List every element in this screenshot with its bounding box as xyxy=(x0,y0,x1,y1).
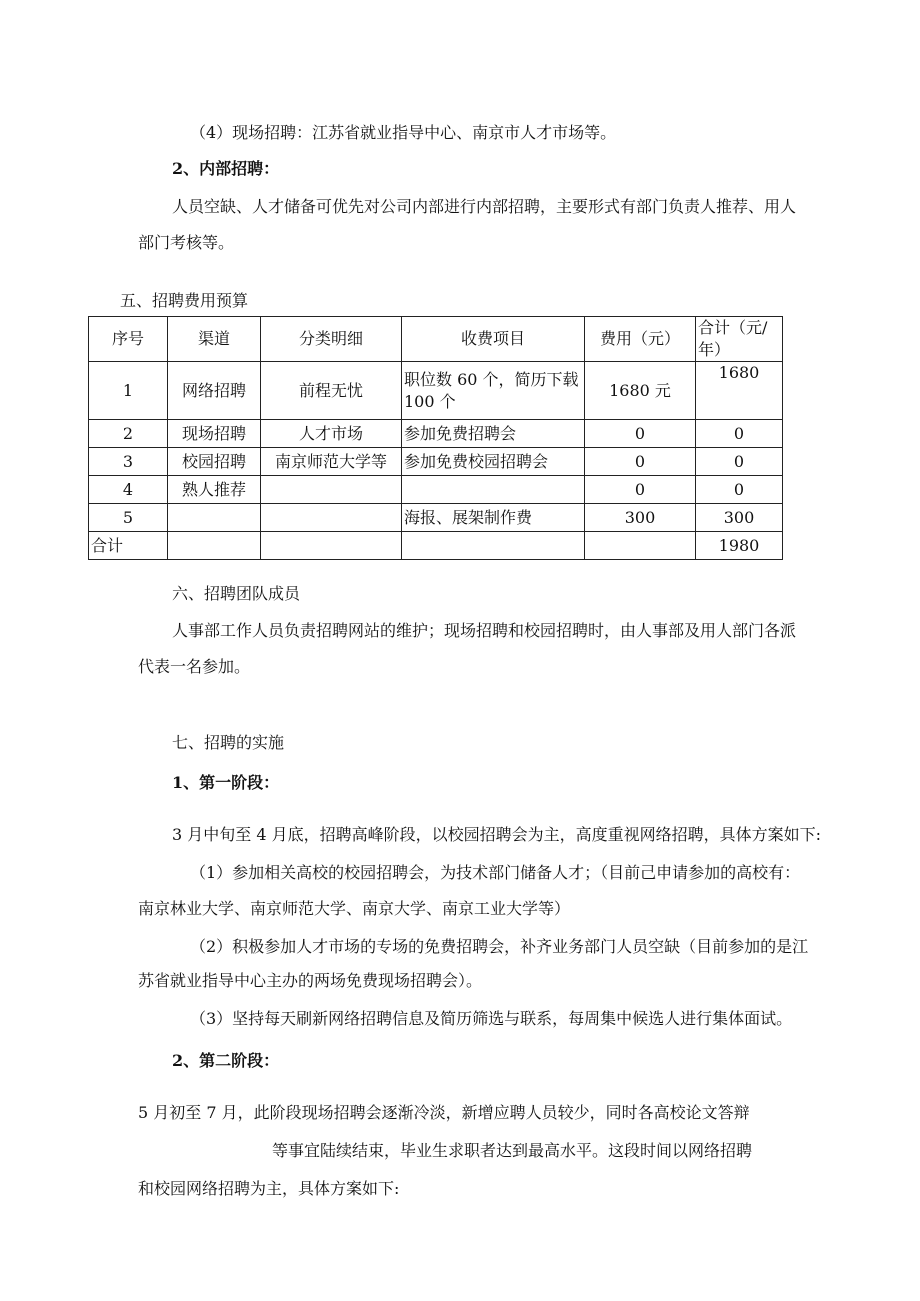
cell-empty xyxy=(402,532,585,560)
table-row xyxy=(89,448,783,476)
cell-item: 职位数 60 个，简历下载 100 个 xyxy=(402,362,585,420)
cell-fee: 0 xyxy=(585,448,696,476)
cell-sum-total: 1980 xyxy=(696,532,783,560)
table-row xyxy=(89,504,783,532)
table-row xyxy=(89,362,783,420)
internal-recruiting-para-line2: 部门考核等。 xyxy=(138,233,235,252)
cell-empty xyxy=(168,532,261,560)
cell-detail: 南京师范大学等 xyxy=(261,448,402,476)
internal-recruiting-para-line1: 人员空缺、人才储备可优先对公司内部进行内部招聘，主要形式有部门负责人推荐、用人 xyxy=(172,197,797,216)
stage-1-item-1-line2: 南京林业大学、南京师范大学、南京大学、南京工业大学等） xyxy=(138,899,571,918)
stage-1-item-3: （3）坚持每天刷新网络招聘信息及简历筛选与联系，每周集中候选人进行集体面试。 xyxy=(190,1009,793,1028)
cell-channel: 熟人推荐 xyxy=(168,476,261,504)
cell-channel xyxy=(168,504,261,532)
heading-stage-2: 2、第二阶段： xyxy=(172,1051,280,1070)
stage-1-intro: 3 月中旬至 4 月底，招聘高峰阶段，以校园招聘会为主，高度重视网络招聘，具体方案如下: xyxy=(172,825,822,844)
cell-empty xyxy=(585,532,696,560)
table-row xyxy=(89,476,783,504)
cell-no: 1 xyxy=(89,362,168,420)
cell-item: 参加免费招聘会 xyxy=(402,420,585,448)
section-title-implementation: 七、招聘的实施 xyxy=(172,733,285,752)
cell-no: 2 xyxy=(89,420,168,448)
stage-2-line3: 和校园网络招聘为主，具体方案如下: xyxy=(138,1179,400,1198)
cell-fee: 0 xyxy=(585,420,696,448)
cell-detail xyxy=(261,504,402,532)
stage-2-line2: 等事宜陆续结束，毕业生求职者达到最高水平。这段时间以网络招聘 xyxy=(272,1141,753,1160)
cell-item: 参加免费校园招聘会 xyxy=(402,448,585,476)
header-cell-fee: 费用（元） xyxy=(585,317,696,362)
cell-total: 300 xyxy=(696,504,783,532)
header-cell-total: 合计（元/年） xyxy=(696,317,783,362)
stage-2-line1: 5 月初至 7 月，此阶段现场招聘会逐渐冷淡，新增应聘人员较少，同时各高校论文答辩 xyxy=(138,1103,750,1122)
item-4-onsite-recruiting: （4）现场招聘：江苏省就业指导中心、南京市人才市场等。 xyxy=(190,123,617,142)
cell-fee: 1680 元 xyxy=(585,362,696,420)
section-title-budget: 五、招聘费用预算 xyxy=(120,291,249,310)
cell-fee: 300 xyxy=(585,504,696,532)
cell-detail: 人才市场 xyxy=(261,420,402,448)
table-sum-row xyxy=(89,532,783,560)
header-cell-item: 收费项目 xyxy=(402,317,585,362)
stage-1-item-2-line2: 苏省就业指导中心主办的两场免费现场招聘会）。 xyxy=(138,971,483,990)
cell-no: 3 xyxy=(89,448,168,476)
cell-sum-label: 合计 xyxy=(89,532,168,560)
cell-channel: 网络招聘 xyxy=(168,362,261,420)
cell-total: 0 xyxy=(696,476,783,504)
stage-1-item-2-line1: （2）积极参加人才市场的专场的免费招聘会，补齐业务部门人员空缺（目前参加的是江 xyxy=(190,937,809,956)
cell-detail xyxy=(261,476,402,504)
header-cell-detail: 分类明细 xyxy=(261,317,402,362)
cell-channel: 校园招聘 xyxy=(168,448,261,476)
heading-internal-recruiting: 2、内部招聘： xyxy=(172,159,280,178)
team-para-line1: 人事部工作人员负责招聘网站的维护；现场招聘和校园招聘时，由人事部及用人部门各派 xyxy=(172,621,797,640)
cell-channel: 现场招聘 xyxy=(168,420,261,448)
table-header-row xyxy=(89,317,783,362)
stage-1-item-1-line1: （1）参加相关高校的校园招聘会，为技术部门储备人才；（目前己申请参加的高校有： xyxy=(190,863,801,882)
cell-empty xyxy=(261,532,402,560)
cell-item: 海报、展架制作费 xyxy=(402,504,585,532)
header-cell-channel: 渠道 xyxy=(168,317,261,362)
heading-stage-1: 1、第一阶段： xyxy=(172,773,280,792)
cell-total: 0 xyxy=(696,420,783,448)
cell-item xyxy=(402,476,585,504)
section-title-team: 六、招聘团队成员 xyxy=(172,584,301,603)
cell-total: 0 xyxy=(696,448,783,476)
cell-total: 1680 xyxy=(696,362,783,420)
table-row xyxy=(89,420,783,448)
header-cell-no: 序号 xyxy=(89,317,168,362)
cell-no: 5 xyxy=(89,504,168,532)
team-para-line2: 代表一名参加。 xyxy=(138,657,251,676)
budget-table xyxy=(88,316,783,560)
cell-detail: 前程无忧 xyxy=(261,362,402,420)
cell-no: 4 xyxy=(89,476,168,504)
cell-fee: 0 xyxy=(585,476,696,504)
